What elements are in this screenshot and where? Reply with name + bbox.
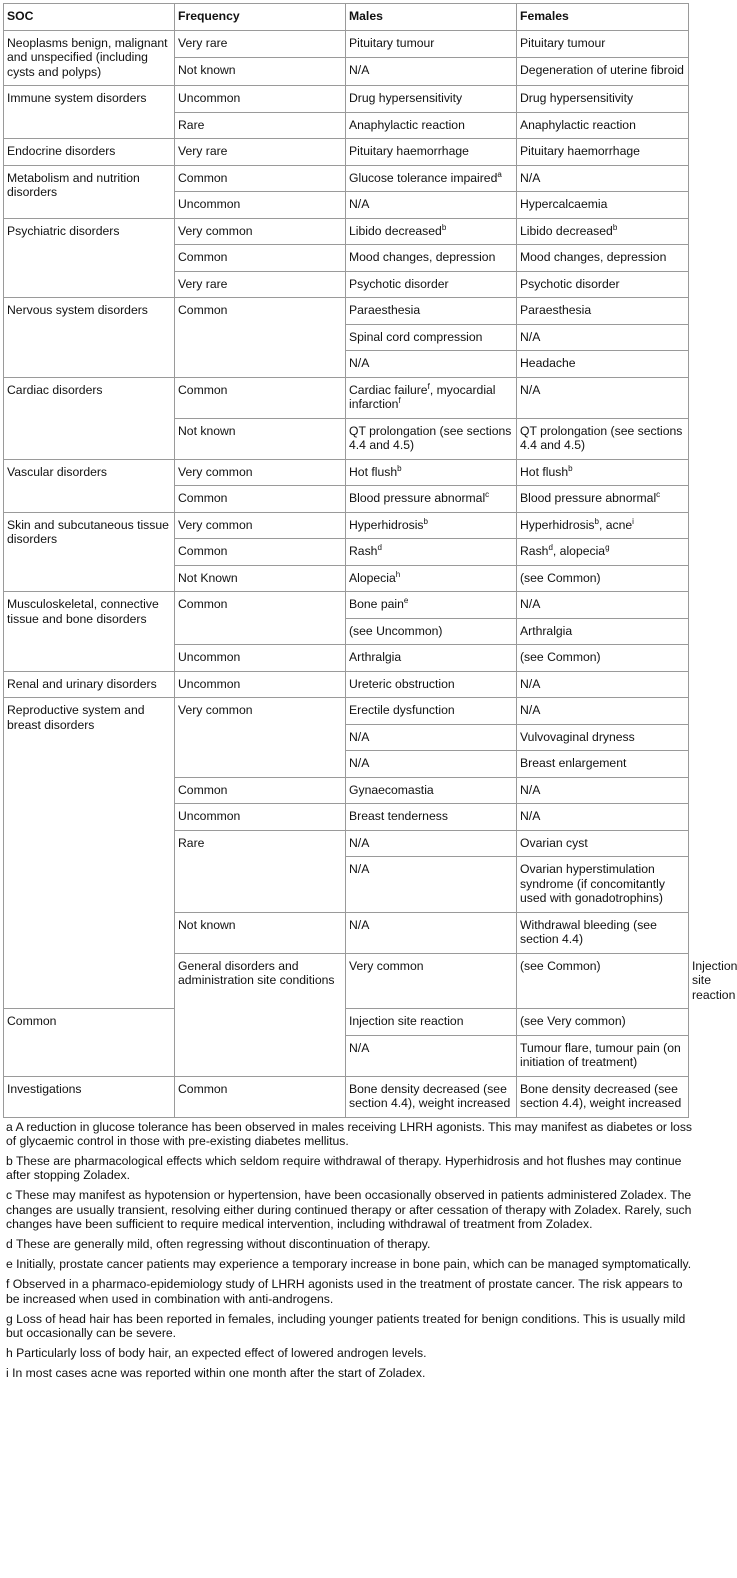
frequency-cell: Common — [175, 539, 346, 566]
footnote-ref: f — [398, 396, 401, 405]
reaction-text: Mood changes, depression — [520, 250, 667, 264]
reaction-text: N/A — [349, 862, 370, 876]
table-row — [4, 218, 689, 245]
reaction-text: , acne — [598, 517, 633, 532]
footnote-ref: b — [441, 222, 447, 232]
reaction-text: Libido decreased — [520, 223, 613, 238]
frequency-cell: Common — [175, 298, 346, 378]
soc-cell: Neoplasms benign, malignant and unspecified (including cysts and polyps) — [4, 30, 175, 86]
females-cell — [517, 165, 689, 192]
females-cell — [517, 245, 689, 272]
footnote-ref: d — [548, 543, 553, 552]
males-cell — [346, 351, 517, 378]
females-cell — [517, 298, 689, 325]
females-cell — [517, 777, 689, 804]
footnote-ref: b — [568, 463, 573, 473]
females-cell — [517, 1076, 689, 1117]
males-cell — [346, 777, 517, 804]
frequency-cell: Very rare — [175, 139, 346, 166]
females-cell — [517, 645, 689, 672]
footnote-ref: g — [605, 543, 610, 552]
males-cell — [346, 418, 517, 459]
males-cell — [346, 218, 517, 245]
females-cell — [517, 565, 689, 592]
reaction-text: Tumour flare, tumour pain (on initiation of treatment) — [520, 1040, 681, 1069]
males-cell — [346, 1009, 517, 1036]
table-row — [4, 139, 689, 166]
females-cell — [517, 271, 689, 298]
reaction-text: Blood pressure abnormal — [520, 491, 657, 505]
reaction-text: Withdrawal bleeding (see section 4.4) — [520, 917, 657, 946]
reaction-text: (see Common) — [520, 958, 601, 973]
table-row — [4, 698, 689, 725]
reaction-text: Arthralgia — [520, 623, 573, 638]
females-cell — [517, 724, 689, 751]
header-females: Females — [517, 4, 689, 31]
frequency-cell: Very common — [175, 459, 346, 486]
soc-cell: Psychiatric disorders — [4, 218, 175, 298]
females-cell — [517, 112, 689, 139]
reaction-text: Hyperhidrosis — [520, 517, 595, 532]
table-row — [4, 30, 689, 58]
frequency-cell: Not known — [175, 912, 346, 953]
frequency-cell: Common — [175, 486, 346, 513]
reaction-text: Injection site reaction — [349, 1014, 464, 1028]
females-cell — [517, 377, 689, 418]
females-cell — [517, 912, 689, 953]
females-cell — [517, 857, 689, 913]
soc-cell: Reproductive system and breast disorders — [4, 698, 175, 1009]
males-cell — [346, 139, 517, 166]
soc-cell: Skin and subcutaneous tissue disorders — [4, 512, 175, 592]
reaction-text: Vulvovaginal dryness — [520, 729, 635, 744]
reaction-text: QT prolongation (see sections 4.4 and 4.5) — [349, 423, 512, 452]
females-cell — [517, 830, 689, 857]
reaction-text: Degeneration of uterine fibroid — [520, 63, 684, 78]
females-cell — [517, 30, 689, 58]
reaction-text: N/A — [520, 597, 541, 611]
reaction-text: N/A — [349, 1040, 370, 1055]
reaction-text: Rash — [349, 544, 378, 558]
table-header-row — [4, 4, 689, 31]
males-cell — [346, 912, 517, 953]
footnote: i In most cases acne was reported within one month after the start of Zoladex. — [6, 1366, 426, 1381]
reaction-text: Headache — [520, 356, 576, 370]
footnote-ref: b — [594, 516, 599, 526]
reaction-text: Drug hypersensitivity — [520, 91, 634, 105]
footnote: g Loss of head hair has been reported in females, including younger patients treated for benign conditions. This is usually mild but occasionally can be severe. — [6, 1311, 686, 1340]
reaction-text: (see Common) — [520, 650, 601, 664]
reaction-text: Bone density decreased (see section 4.4), weight increased — [520, 1081, 682, 1110]
soc-cell: Cardiac disorders — [4, 377, 175, 459]
frequency-cell: Uncommon — [175, 804, 346, 831]
footnote-ref: f — [427, 381, 430, 391]
table-row — [4, 1009, 689, 1036]
reaction-text: Breast enlargement — [520, 756, 627, 770]
males-cell — [346, 1035, 517, 1076]
soc-cell: Musculoskeletal, connective tissue and bone disorders — [4, 592, 175, 672]
males-cell — [346, 245, 517, 272]
table-row — [4, 165, 689, 192]
males-cell — [346, 377, 517, 418]
soc-cell: Vascular disorders — [4, 459, 175, 512]
reaction-text: Pituitary haemorrhage — [349, 144, 469, 158]
reaction-text: Erectile dysfunction — [349, 703, 455, 717]
reaction-text: Cardiac failure — [349, 382, 428, 397]
males-cell — [346, 804, 517, 831]
females-cell — [517, 58, 689, 86]
reaction-text: N/A — [349, 729, 370, 744]
reaction-text: Hot flush — [349, 464, 398, 479]
adverse-reactions-table — [3, 3, 737, 1118]
reaction-text: QT prolongation (see sections 4.4 and 4.5) — [520, 423, 683, 452]
footnote-ref: b — [423, 516, 428, 526]
males-cell — [346, 857, 517, 913]
reaction-text: Arthralgia — [349, 650, 402, 664]
table-body — [4, 30, 737, 1117]
males-cell — [346, 271, 517, 298]
table-row — [4, 1076, 689, 1117]
males-cell — [346, 724, 517, 751]
frequency-cell: Uncommon — [175, 671, 346, 698]
soc-cell: Metabolism and nutrition disorders — [4, 165, 175, 218]
reaction-text: N/A — [520, 170, 541, 185]
soc-cell: Immune system disorders — [4, 86, 175, 139]
frequency-cell: Common — [175, 165, 346, 192]
reaction-text: Pituitary haemorrhage — [520, 144, 640, 158]
males-cell — [346, 298, 517, 325]
reaction-text: Injection site reaction — [692, 958, 737, 1002]
reaction-text: (see Common) — [520, 570, 601, 585]
frequency-cell: Very common — [175, 698, 346, 778]
reaction-text: N/A — [520, 782, 541, 797]
reaction-text: Rash — [520, 544, 549, 558]
reaction-text: N/A — [520, 382, 541, 397]
reaction-text: Paraesthesia — [520, 303, 592, 317]
females-cell — [517, 192, 689, 219]
reaction-text: N/A — [349, 756, 370, 770]
reaction-text: , alopecia — [552, 544, 606, 558]
reaction-text: N/A — [520, 676, 541, 691]
footnote: b These are pharmacological effects which seldom require withdrawal of therapy. Hyperhidrosis and hot flushes may continue after stopping Zoladex. — [6, 1153, 682, 1183]
header-soc: SOC — [4, 4, 175, 31]
footnote-ref: c — [656, 490, 661, 499]
footnote-ref: c — [485, 490, 490, 499]
frequency-cell: Very common — [175, 218, 346, 245]
males-cell — [346, 751, 517, 778]
reaction-text: N/A — [520, 329, 541, 344]
frequency-cell: Common — [175, 245, 346, 272]
females-cell — [517, 459, 689, 486]
frequency-cell: Very rare — [175, 30, 346, 58]
females-cell — [517, 751, 689, 778]
females-cell — [517, 698, 689, 725]
table-row — [4, 592, 689, 619]
table-row — [4, 86, 689, 113]
frequency-cell: Not known — [175, 58, 346, 86]
reaction-text: Breast tenderness — [349, 809, 448, 823]
males-cell — [346, 565, 517, 592]
females-cell — [517, 139, 689, 166]
reaction-text: Gynaecomastia — [349, 782, 434, 797]
reaction-text: N/A — [349, 356, 370, 370]
reaction-text: Paraesthesia — [349, 303, 421, 317]
males-cell — [346, 830, 517, 857]
reaction-text: Ovarian hyperstimulation syndrome (if concomitantly used with gonadotrophins) — [520, 862, 665, 905]
reaction-text: (see Uncommon) — [349, 623, 443, 638]
females-cell — [517, 218, 689, 245]
frequency-cell: Uncommon — [175, 86, 346, 113]
reaction-text: Ureteric obstruction — [349, 676, 455, 691]
males-cell — [346, 645, 517, 672]
reaction-text: Hypercalcaemia — [520, 197, 608, 211]
footnote-ref: b — [397, 463, 402, 473]
frequency-cell: Common — [175, 777, 346, 804]
males-cell — [346, 165, 517, 192]
footnote-ref: a — [497, 169, 502, 179]
females-cell — [517, 671, 689, 698]
footnotes — [3, 1120, 696, 1381]
soc-cell: Endocrine disorders — [4, 139, 175, 166]
frequency-cell: Uncommon — [175, 645, 346, 672]
reaction-text: Anaphylactic reaction — [520, 117, 636, 132]
reaction-text: Ovarian cyst — [520, 835, 588, 850]
table-row — [4, 671, 689, 698]
frequency-cell: Very rare — [175, 271, 346, 298]
soc-cell: Nervous system disorders — [4, 298, 175, 378]
reaction-text: Bone density decreased (see section 4.4), weight increased — [349, 1081, 511, 1110]
frequency-cell: Rare — [175, 112, 346, 139]
reaction-text: Blood pressure abnormal — [349, 491, 486, 505]
females-cell — [517, 486, 689, 513]
reaction-text: N/A — [520, 809, 541, 823]
header-males: Males — [346, 4, 517, 31]
reaction-text: Pituitary tumour — [349, 35, 435, 50]
reaction-text: Drug hypersensitivity — [349, 91, 463, 105]
reaction-text: Alopecia — [349, 570, 396, 585]
frequency-cell: Not Known — [175, 565, 346, 592]
reaction-text: (see Very common) — [520, 1014, 626, 1028]
footnote: f Observed in a pharmaco-epidemiology study of LHRH agonists used in the treatment of prostate cancer. The risk appears to be increased when used in combination with anti-androgens. — [6, 1277, 683, 1306]
table-row — [4, 298, 689, 325]
frequency-cell: Rare — [175, 830, 346, 912]
males-cell — [346, 698, 517, 725]
footnote: h Particularly loss of body hair, an expected effect of lowered androgen levels. — [6, 1346, 427, 1361]
females-cell — [517, 351, 689, 378]
reaction-text: Hyperhidrosis — [349, 517, 424, 532]
females-cell — [517, 592, 689, 619]
frequency-cell: Very common — [346, 953, 517, 1009]
females-cell — [517, 804, 689, 831]
males-cell — [346, 459, 517, 486]
reaction-text: Bone pain — [349, 597, 404, 611]
males-cell — [346, 539, 517, 566]
males-cell — [346, 324, 517, 351]
reaction-text: N/A — [349, 835, 370, 850]
reaction-text: Spinal cord compression — [349, 329, 483, 344]
females-cell — [517, 1035, 689, 1076]
footnote-ref: h — [395, 569, 401, 579]
females-cell — [517, 86, 689, 113]
reaction-text: Glucose tolerance impaired — [349, 170, 498, 185]
reaction-text: Libido decreased — [349, 223, 442, 238]
reaction-text: N/A — [520, 703, 541, 717]
females-cell — [517, 512, 689, 539]
footnote-ref: b — [612, 222, 618, 232]
footnote-ref: d — [377, 543, 382, 552]
frequency-cell: Common — [175, 1076, 346, 1117]
soc-cell: General disorders and administration site conditions — [175, 953, 346, 1076]
females-cell — [517, 418, 689, 459]
reaction-text: N/A — [349, 63, 370, 78]
frequency-cell: Common — [4, 1009, 175, 1077]
males-cell — [346, 671, 517, 698]
frequency-cell: Common — [175, 377, 346, 418]
frequency-cell: Not known — [175, 418, 346, 459]
males-cell — [517, 953, 689, 1009]
footnote-ref: i — [632, 516, 634, 526]
males-cell — [346, 86, 517, 113]
frequency-cell: Very common — [175, 512, 346, 539]
table-row — [4, 377, 689, 418]
reaction-text: Psychotic disorder — [520, 276, 620, 291]
reaction-text: Mood changes, depression — [349, 250, 496, 264]
table-row — [4, 459, 689, 486]
males-cell — [346, 486, 517, 513]
reaction-text: N/A — [349, 917, 370, 932]
reaction-text: Pituitary tumour — [520, 35, 606, 50]
header-frequency: Frequency — [175, 4, 346, 31]
footnote: e Initially, prostate cancer patients may experience a temporary increase in bone pain, which can be managed symptomatically. — [6, 1257, 692, 1272]
females-cell — [517, 1009, 689, 1036]
males-cell — [346, 512, 517, 539]
footnote: a A reduction in glucose tolerance has been observed in males receiving LHRH agonists. This may manifest as diabetes or loss of glycaemic control in those with pre-existing diabetes mellitus. — [6, 1119, 693, 1148]
footnote: c These may manifest as hypotension or hypertension, have been occasionally observed in patients administered Zoladex. The changes are usually transient, resolving either during continued therapy or after cessation of therapy with Zoladex. Rarely, such changes have been sufficient to require medical intervention, including withdrawal of treatment from Zoladex. — [6, 1188, 692, 1231]
females-cell — [517, 618, 689, 645]
reaction-text: , myocardial infarction — [349, 382, 496, 411]
table-row — [4, 512, 689, 539]
females-cell — [517, 539, 689, 566]
frequency-cell: Common — [175, 592, 346, 645]
reaction-text: N/A — [349, 197, 370, 211]
reaction-text: Anaphylactic reaction — [349, 117, 465, 132]
males-cell — [346, 618, 517, 645]
reaction-text: Hot flush — [520, 464, 569, 479]
males-cell — [346, 592, 517, 619]
males-cell — [346, 58, 517, 86]
frequency-cell: Uncommon — [175, 192, 346, 219]
males-cell — [346, 30, 517, 58]
soc-cell: Renal and urinary disorders — [4, 671, 175, 698]
males-cell — [346, 112, 517, 139]
females-cell — [517, 324, 689, 351]
reaction-text: Psychotic disorder — [349, 276, 449, 291]
footnote: d These are generally mild, often regressing without discontinuation of therapy. — [6, 1236, 431, 1251]
soc-cell: Investigations — [4, 1076, 175, 1117]
footnote-ref: e — [403, 596, 409, 605]
males-cell — [346, 1076, 517, 1117]
males-cell — [346, 192, 517, 219]
